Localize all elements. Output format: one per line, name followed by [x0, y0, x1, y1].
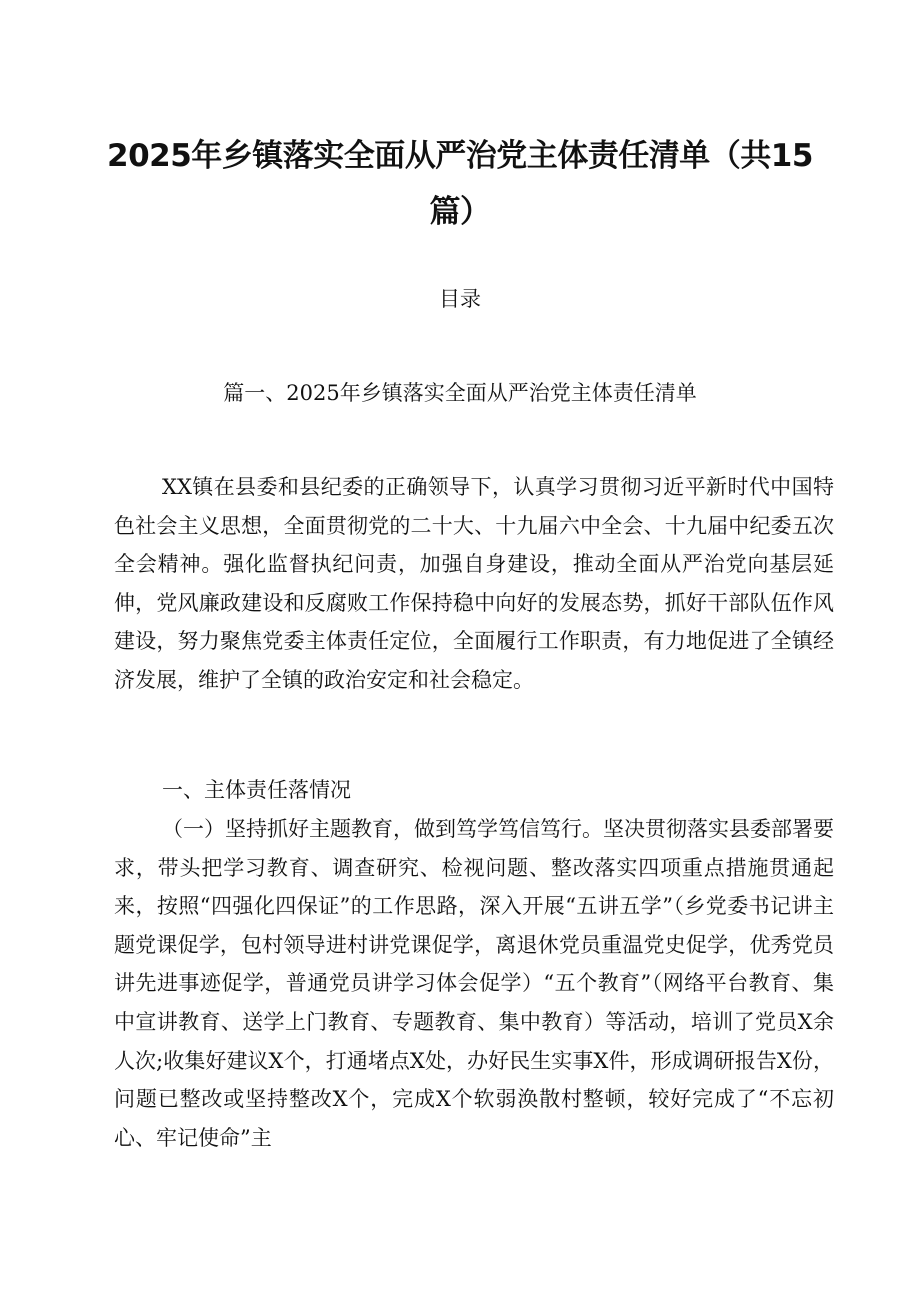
section-title: 篇一、2025年乡镇落实全面从严治党主体责任清单 — [223, 381, 697, 405]
paragraph-intro: XX镇在县委和县纪委的正确领导下，认真学习贯彻习近平新时代中国特色社会主义思想，全面贯彻党的二十大、十九届六中全会、十九届中纪委五次全会精神。强化监督执纪问责，加强自身建设，推动全面从严治党向基层延伸，党风廉政建设和反腐败工作保持稳中向好的发展态势，抓好干部队伍作风建设，努力聚焦党委主体责任定位，全面履行工作职责，有力地促进了全镇经济发展，维护了全镇的政治安定和社会稳定。 — [114, 475, 834, 692]
table-of-contents-label: 目录 — [439, 287, 481, 311]
document-title: 2025年乡镇落实全面从严治党主体责任清单（共15篇） — [107, 138, 813, 230]
subheading-main-responsibility: 一、主体责任落情况 — [162, 778, 351, 802]
paragraph-theme-education: （一）坚持抓好主题教育，做到笃学笃信笃行。坚决贯彻落实县委部署要求，带头把学习教育、调查研究、检视问题、整改落实四项重点措施贯通起来，按照“四强化四保证”的工作思路，深入开展“五讲五学”（乡党委书记讲主题党课促学，包村领导进村讲党课促学，离退休党员重温党史促学，优秀党员讲先进事迹促学，普通党员讲学习体会促学）“五个教育”（网络平台教育、集中宣讲教育、送学上门教育、专题教育、集中教育）等活动，培训了党员X余人次;收集好建议X个，打通堵点X处，办好民生实事X件，形成调研报告X份，问题已整改或坚持整改X个，完成X个软弱涣散村整顿，较好完成了“不忘初心、牢记使命”主 — [114, 817, 834, 1150]
